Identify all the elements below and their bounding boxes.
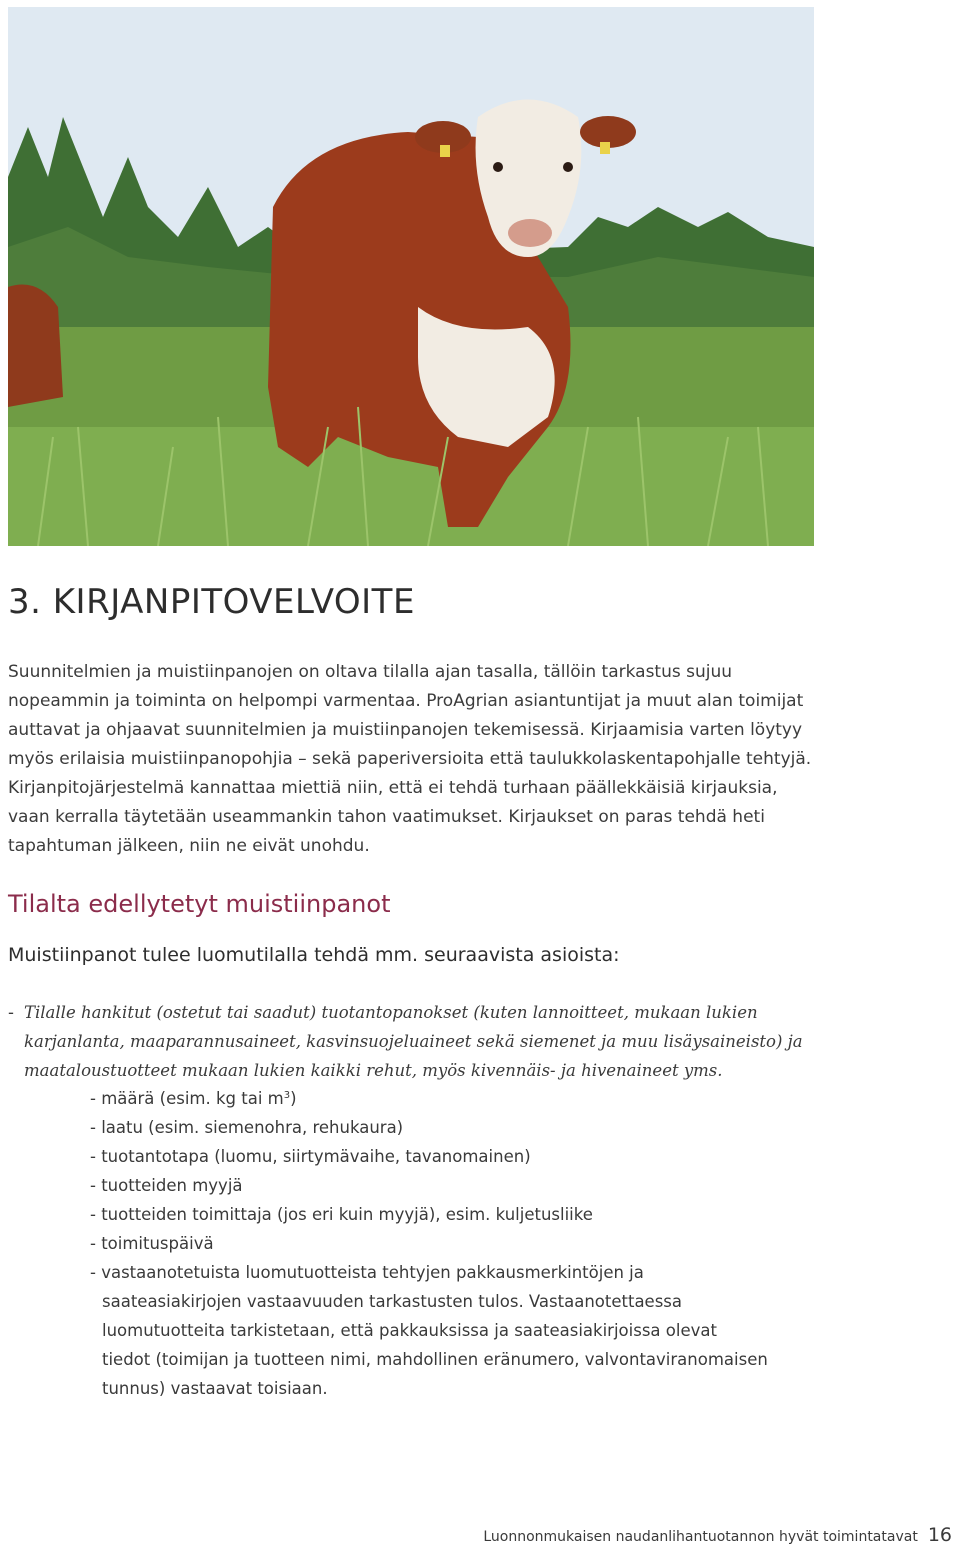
record-details-list [90, 1084, 770, 1403]
bullet-text: Tilalle hankitut (ostetut tai saadut) tuotantopanokset (kuten lannoitteet, mukaan lukien karjanlanta, maaparannusaineet, kasvinsuojeluaineet sekä siemenet ja muu lisäysaineisto) ja maataloustuotteet mukaan lukien kaikki rehut, myös kivennäis- ja hivenaineet yms. [24, 1003, 803, 1080]
list-item: - tuotteiden toimittaja (jos eri kuin myyjä), esim. kuljetusliike [90, 1205, 593, 1224]
subheading: Tilalta edellytetyt muistiinpanot [8, 890, 391, 918]
page-number: 16 [927, 1524, 952, 1546]
cow-right-eye [563, 162, 573, 172]
cow-in-meadow-illustration [8, 7, 814, 546]
section-heading: 3. KIRJANPITOVELVOITE [8, 582, 415, 622]
page-footer [483, 1524, 952, 1546]
cow-muzzle [508, 219, 552, 247]
bullet-dash: - [8, 1003, 14, 1022]
list-item: - tuotantotapa (luomu, siirtymävaihe, tavanomainen) [90, 1147, 531, 1166]
list-item-pakkausmerkinnat [90, 1258, 770, 1403]
footer-title: Luonnonmukaisen naudanlihantuotannon hyvät toimintatavat [483, 1529, 918, 1545]
second-cow [8, 285, 63, 408]
maara-text: - määrä (esim. kg tai m [90, 1089, 284, 1108]
list-item-continuation: saateasiakirjojen vastaavuuden tarkastusten tulos. Vastaanotettaessa luomutuotteita tarkistetaan, että pakkauksissa ja saateasiakirjoissa olevat tiedot (toimijan ja tuotteen nimi, mahdollinen eränumero, valvontaviranomaisen tunnus) vastaavat toisiaan. [102, 1292, 768, 1398]
lead-sentence: Muistiinpanot tulee luomutilalla tehdä mm. seuraavista asioista: [8, 944, 620, 966]
maara-superscript: 3 [283, 1090, 291, 1101]
list-item: - tuotteiden myyjä [90, 1176, 243, 1195]
cow-left-eye [493, 162, 503, 172]
intro-paragraph: Suunnitelmien ja muistiinpanojen on oltava tilalla ajan tasalla, tällöin tarkastus sujuu nopeammin ja toiminta on helpompi varmentaa. ProAgrian asiantuntijat ja muut alan toimijat auttavat ja ohjaavat suunnitelmien ja muistiinpanojen tekemisessä. Kirjaamisia varten löytyy myös erilaisia muistiinpanopohjia – sekä paperiversioita että taulukkolaskentapohjalle tehtyjä. Kirjanpitojärjestelmä kannattaa miettiä niin, että ei tehdä turhaan päällekkäisiä kirjauksia, vaan kerralla täytetään useammankin tahon vaatimukset. Kirjaukset on paras tehdä heti tapahtuman jälkeen, niin ne eivät unohdu. [8, 662, 812, 856]
list-item: - laatu (esim. siemenohra, rehukaura) [90, 1118, 404, 1137]
list-item-first-line: - vastaanotetuista luomutuotteista tehtyjen pakkausmerkintöjen ja [90, 1263, 644, 1282]
ear-tag-right [600, 142, 610, 154]
cow-photo [8, 7, 814, 546]
records-bullet [8, 998, 814, 1085]
maara-suffix: ) [290, 1089, 297, 1108]
list-item: - toimituspäivä [90, 1234, 214, 1253]
ear-tag-left [440, 145, 450, 157]
list-item-maara [90, 1084, 770, 1113]
